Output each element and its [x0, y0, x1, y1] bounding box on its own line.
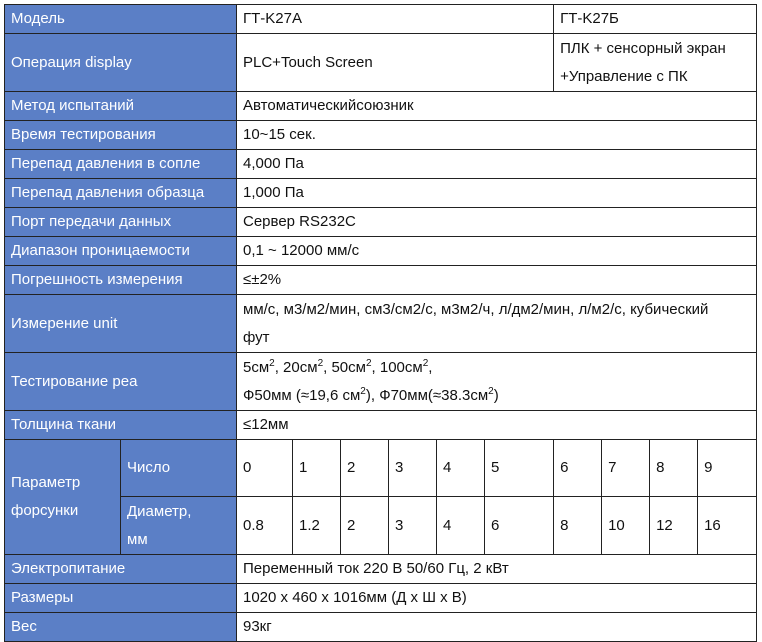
- value-port: Сервер RS232C: [237, 208, 757, 237]
- row-model: [5, 5, 757, 34]
- row-sample-dp: [5, 179, 757, 208]
- label-nozzle-number: Число: [121, 440, 237, 497]
- nozzle-diameter-cell: 4: [437, 497, 485, 555]
- label-sample-dp: Перепад давления образца: [5, 179, 237, 208]
- value-time: 10~15 сек.: [237, 121, 757, 150]
- nozzle-diameter-cell: 12: [650, 497, 698, 555]
- nozzle-number-cell: 6: [554, 440, 602, 497]
- nozzle-diameter-cell: 16: [698, 497, 757, 555]
- row-operation: [5, 34, 757, 92]
- area-f50: Ф50мм (≈19,6 см: [243, 386, 361, 404]
- label-port: Порт передачи данных: [5, 208, 237, 237]
- label-method: Метод испытаний: [5, 92, 237, 121]
- label-nozzle-line2: форсунки: [11, 502, 79, 519]
- label-nozzle-diameter-line1: Диаметр,: [127, 502, 192, 520]
- value-nozzle-dp: 4,000 Па: [237, 150, 757, 179]
- row-error: [5, 266, 757, 295]
- row-unit: [5, 295, 757, 353]
- label-time: Время тестирования: [5, 121, 237, 150]
- nozzle-diameter-cell: 8: [554, 497, 602, 555]
- nozzle-diameter-cell: 3: [389, 497, 437, 555]
- label-model: Модель: [5, 5, 237, 34]
- nozzle-diameter-cell: 0.8: [237, 497, 293, 555]
- nozzle-diameter-cell: 1.2: [293, 497, 341, 555]
- value-error: ≤±2%: [237, 266, 757, 295]
- value-operation-b: [554, 34, 757, 92]
- area-close: ): [493, 386, 499, 404]
- area-100: , 100см: [371, 358, 423, 376]
- row-thickness: [5, 411, 757, 440]
- nozzle-diameter-cell: 6: [485, 497, 554, 555]
- label-nozzle-diameter: [121, 497, 237, 555]
- label-error: Погрешность измерения: [5, 266, 237, 295]
- value-method: Автоматическийсоюзник: [237, 92, 757, 121]
- area-5: 5см: [243, 358, 270, 376]
- label-operation: Операция display: [5, 34, 237, 92]
- nozzle-number-cell: 3: [389, 440, 437, 497]
- nozzle-number-cell: 1: [293, 440, 341, 497]
- value-operation-a: PLC+Touch Screen: [237, 34, 554, 92]
- value-power: Переменный ток 220 В 50/60 Гц, 2 кВт: [237, 555, 757, 584]
- value-weight: 93кг: [237, 613, 757, 642]
- label-size: Размеры: [5, 584, 237, 613]
- value-size: 1020 x 460 x 1016мм (Д х Ш х В): [237, 584, 757, 613]
- spec-table: [4, 4, 757, 642]
- label-weight: Вес: [5, 613, 237, 642]
- value-operation-b-line2: +Управление с ПК: [560, 67, 688, 85]
- value-unit-line1: мм/с, м3/м2/мин, см3/см2/с, м3м2/ч, л/дм2/мин, л/м2/с, кубический: [243, 300, 709, 318]
- label-nozzle: [5, 440, 121, 555]
- label-unit: Измерение unit: [5, 295, 237, 353]
- nozzle-diameter-cell: 2: [341, 497, 389, 555]
- value-area: [237, 353, 757, 411]
- value-unit: [237, 295, 757, 353]
- area-20: , 20см: [274, 358, 318, 376]
- sup-squared: 2: [317, 357, 324, 369]
- row-area: [5, 353, 757, 411]
- nozzle-diameter-cell: 10: [602, 497, 650, 555]
- label-area: Тестирование реа: [5, 353, 237, 411]
- value-unit-line2: фут: [243, 328, 270, 346]
- row-time: [5, 121, 757, 150]
- label-nozzle-line1: Параметр: [11, 474, 81, 491]
- value-model-b: ГТ-K27Б: [554, 5, 757, 34]
- row-nozzle-dp: [5, 150, 757, 179]
- nozzle-number-cell: 0: [237, 440, 293, 497]
- row-method: [5, 92, 757, 121]
- row-size: [5, 584, 757, 613]
- row-port: [5, 208, 757, 237]
- nozzle-number-cell: 9: [698, 440, 757, 497]
- value-sample-dp: 1,000 Па: [237, 179, 757, 208]
- row-power: [5, 555, 757, 584]
- value-area-line1: [243, 354, 750, 382]
- nozzle-number-cell: 7: [602, 440, 650, 497]
- sup-squared: 2: [422, 357, 429, 369]
- nozzle-number-cell: 4: [437, 440, 485, 497]
- area-f70: ), Ф70мм(≈38.3см: [365, 386, 489, 404]
- sup-squared: 2: [360, 385, 366, 397]
- label-range: Диапазон проницаемости: [5, 237, 237, 266]
- label-nozzle-diameter-line2: мм: [127, 530, 148, 548]
- nozzle-number-cell: 8: [650, 440, 698, 497]
- nozzle-number-cell: 2: [341, 440, 389, 497]
- label-thickness: Толщина ткани: [5, 411, 237, 440]
- area-50: , 50см: [323, 358, 366, 376]
- nozzle-number-cell: 5: [485, 440, 554, 497]
- sup-squared: 2: [365, 357, 372, 369]
- row-weight: [5, 613, 757, 642]
- area-comma: ,: [428, 358, 433, 376]
- value-thickness: ≤12мм: [237, 411, 757, 440]
- row-nozzle-number: [5, 440, 757, 497]
- label-power: Электропитание: [5, 555, 237, 584]
- sup-squared: 2: [269, 357, 275, 369]
- value-model-a: ГТ-K27A: [237, 5, 554, 34]
- value-area-line2: [243, 382, 750, 410]
- row-range: [5, 237, 757, 266]
- value-range: 0,1 ~ 12000 мм/с: [237, 237, 757, 266]
- value-operation-b-line1: ПЛК + сенсорный экран: [560, 39, 726, 57]
- sup-squared: 2: [488, 385, 494, 397]
- label-nozzle-dp: Перепад давления в сопле: [5, 150, 237, 179]
